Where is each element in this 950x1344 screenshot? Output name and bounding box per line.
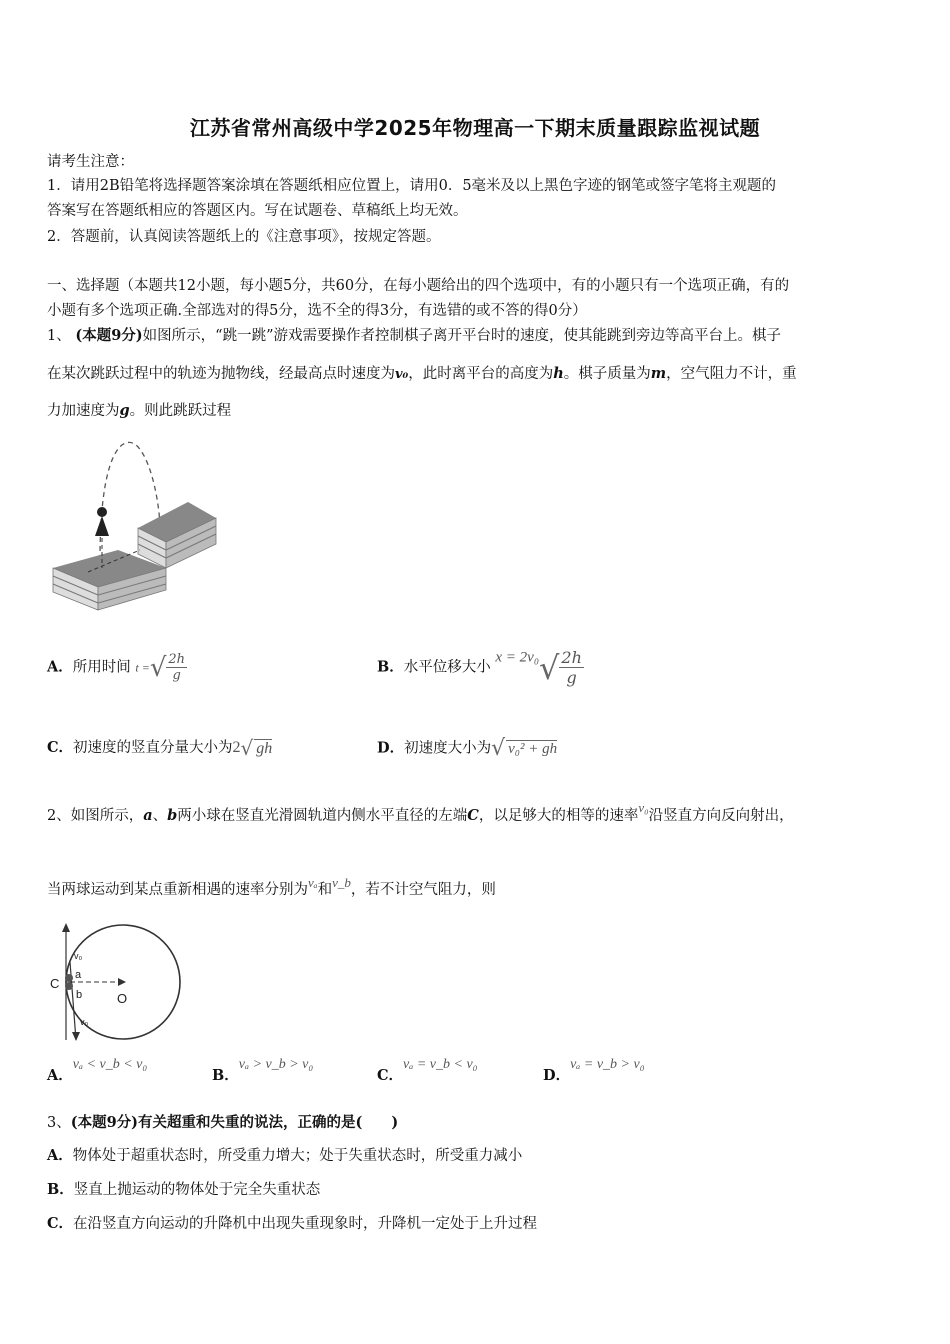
q1-option-a-label: A． [47, 658, 73, 676]
q2-option-b-math: vₐ > v_b > v₀ [238, 1057, 314, 1072]
q1-g: g [119, 402, 130, 419]
q1-m: m [650, 365, 667, 382]
q1-text: 在某次跳跃过程中的轨迹为抛物线，经最高点时速度为 [47, 366, 395, 382]
q1-h: h [553, 365, 564, 382]
q1-text: 。则此跳跃过程 [129, 403, 232, 419]
sqrt-icon: √ [539, 648, 560, 687]
q1-option-a-text: 所用时间 [72, 659, 131, 676]
q1-line-2 [47, 364, 797, 385]
q1-option-b-num: 2h [561, 648, 582, 667]
q1-option-a-den: g [172, 668, 181, 683]
notice-item-2: 2．答题前，认真阅读答题纸上的《注意事项》，按规定答题。 [47, 229, 441, 245]
q3-option-c-label: C． [47, 1215, 74, 1232]
q1-option-b[interactable] [377, 648, 584, 687]
fig-label-o: O [117, 991, 128, 1006]
q2-option-d-label: D． [543, 1067, 571, 1084]
q3-option-c-text: 在沿竖直方向运动的升降机中出现失重现象时，升降机一定处于上升过程 [73, 1216, 538, 1232]
q2-option-c-math: vₐ = v_b < v₀ [403, 1057, 478, 1072]
q2-option-a-math: vₐ < v_b < v₀ [72, 1057, 148, 1072]
q1-jump-figure [48, 440, 223, 615]
notice-item-1a: 1．请用2B铅笔将选择题答案涂填在答题纸相应位置上，请用0．5毫米及以上黑色字迹的钢笔或签字笔将主观题的 [47, 178, 777, 194]
q2-sym-vb: v_b [332, 875, 351, 890]
q1-number: 1、 [47, 328, 71, 344]
q1-option-d-text: 初速度大小为 [404, 740, 492, 757]
q1-option-d-rad: v₀² + gh [508, 740, 558, 757]
q1-stem-1: 如图所示，“跳一跳”游戏需要操作者控制棋子离开平台时的速度，使其能跳到旁边等高平台上。棋子 [142, 328, 781, 344]
q3-stem [47, 1113, 398, 1133]
notice-heading: 请考生注意： [47, 154, 134, 170]
q2-line-2 [47, 873, 496, 900]
q2-text: ，若不计空气阻力，则 [350, 882, 496, 898]
q1-option-d[interactable] [377, 736, 557, 761]
q1-score: (本题9分) [75, 327, 143, 344]
q2-sym-v0: v₀ [638, 800, 649, 815]
q3-stem-text: 有关超重和失重的说法，正确的是( ) [138, 1114, 399, 1131]
q1-option-b-text: 水平位移大小 [403, 659, 491, 676]
fig-label-b: b [76, 989, 83, 1001]
q2-sym-va: vₐ [308, 875, 318, 890]
q1-text: 力加速度为 [47, 403, 120, 419]
q2-circle-figure [46, 922, 186, 1042]
fig-label-a: a [75, 969, 82, 981]
q3-option-a[interactable] [47, 1146, 522, 1166]
q3-option-b[interactable] [47, 1180, 320, 1200]
fig-label-v0-bottom: v₀ [80, 1017, 89, 1027]
q2-sym-b: b [167, 807, 178, 824]
q3-option-a-text: 物体处于超重状态时，所受重力增大；处于失重状态时，所受重力减小 [72, 1148, 523, 1164]
q1-v0: v₀ [395, 367, 409, 382]
sqrt-icon: √ [149, 652, 167, 683]
sqrt-icon: √ [491, 736, 506, 761]
q1-line-3 [47, 401, 231, 421]
q2-text: ，以足够大的相等的速率 [478, 808, 639, 824]
q1-option-c-coef: 2 [232, 739, 241, 756]
q2-option-d[interactable] [543, 1056, 645, 1085]
q2-option-a[interactable] [47, 1056, 147, 1085]
q2-option-a-label: A． [47, 1067, 73, 1084]
q1-option-a-num: 2h [168, 652, 186, 667]
q2-text: 沿竖直方向反向射出， [648, 808, 794, 824]
sqrt-icon: √ [240, 736, 254, 760]
q1-text: ，空气阻力不计，重 [666, 366, 797, 382]
q1-option-b-den: g [566, 668, 577, 687]
q1-option-a-math: t = [135, 660, 150, 675]
q2-text: 和 [317, 882, 333, 898]
section-line-2: 小题有多个选项正确.全部选对的得5分，选不全的得3分，有选错的或不答的得0分） [47, 303, 587, 319]
q3-option-b-label: B． [47, 1181, 74, 1198]
q1-option-b-math: x = 2v₀ [495, 649, 540, 666]
q2-option-b-label: B． [212, 1067, 239, 1084]
section-line-1: 一、选择题（本题共12小题，每小题5分，共60分，在每小题给出的四个选项中，有的小题只有一个选项正确，有的 [47, 278, 790, 294]
q1-option-b-label: B． [377, 658, 404, 676]
q3-number: 3、 [47, 1115, 71, 1131]
q2-sym-c: C [467, 807, 479, 824]
q3-option-b-text: 竖直上抛运动的物体处于完全失重状态 [73, 1182, 321, 1198]
q1-option-c-rad: gh [256, 739, 273, 757]
q2-text: 、 [152, 808, 168, 824]
q1-option-a[interactable] [47, 652, 187, 683]
q1-text: 。棋子质量为 [563, 366, 651, 382]
q2-text: 两小球在竖直光滑圆轨道内侧水平直径的左端 [177, 808, 468, 824]
q1-option-c-label: C． [47, 739, 74, 756]
q2-sym-a: a [143, 807, 153, 824]
q1-line-1 [47, 326, 781, 346]
fig-label-c: C [50, 976, 60, 991]
q1-text: ，此时离平台的高度为 [408, 366, 554, 382]
notice-item-1b: 答案写在答题纸相应的答题区内。写在试题卷、草稿纸上均无效。 [47, 203, 468, 219]
q1-option-c[interactable] [47, 736, 272, 760]
q2-text: 当两球运动到某点重新相遇的速率分别为 [47, 882, 308, 898]
q2-line-1 [47, 798, 794, 826]
page-title: 江苏省常州高级中学2025年物理高一下期末质量跟踪监视试题 [189, 116, 761, 140]
q1-option-c-text: 初速度的竖直分量大小为 [73, 740, 233, 756]
q3-option-a-label: A． [47, 1147, 73, 1164]
fig-label-v0-top: v₀ [74, 951, 83, 961]
q2-option-b[interactable] [212, 1056, 313, 1085]
q3-option-c[interactable] [47, 1214, 537, 1234]
q3-score: (本题9分) [70, 1114, 139, 1131]
q2-option-d-math: vₐ = v_b > v₀ [570, 1057, 645, 1072]
q2-option-c[interactable] [377, 1056, 478, 1085]
q1-option-d-label: D． [377, 739, 405, 757]
q2-text: 2、如图所示， [47, 808, 144, 824]
q2-option-c-label: C． [377, 1067, 404, 1084]
